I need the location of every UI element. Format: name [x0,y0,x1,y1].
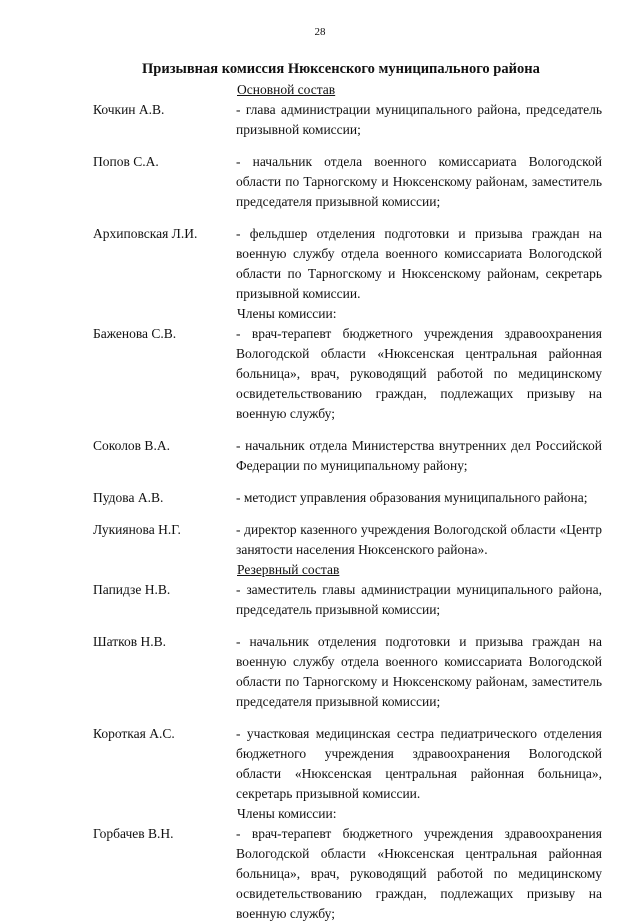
member-entry [0,152,640,212]
member-entry [0,224,640,304]
member-entry [0,324,640,424]
member-entry [0,436,640,476]
member-entry [0,632,640,712]
member-description: - начальник отделения подготовки и призыва граждан на военную службу отдела военного комиссариата Вологодской области по Тарногскому и Нюксенскому районам, заместитель председателя призывной комиссии; [236,634,602,709]
member-description: - начальник отдела военного комиссариата Вологодской области по Тарногскому и Нюксенскому районам, заместитель председателя призывной комиссии; [236,154,602,209]
member-name: Короткая А.С. [93,726,175,741]
reserve-leaders-list [0,580,640,804]
section-header-reserve: Резервный состав [237,562,340,577]
member-name: Архиповская Л.И. [93,226,198,241]
member-description: - директор казенного учреждения Вологодской области «Центр занятости населения Нюксенского района». [236,522,602,557]
document-title: Призывная комиссия Нюксенского муниципального района [142,61,540,77]
member-entry [0,580,640,620]
member-description: - участковая медицинская сестра педиатрического отделения бюджетного учреждения здравоохранения Вологодской области «Нюксенская центральная районная больница», секретарь призывной комиссии. [236,726,602,801]
member-name: Лукиянова Н.Г. [93,522,181,537]
member-name: Кочкин А.В. [93,102,165,117]
member-entry [0,824,640,924]
main-members-list [0,324,640,560]
member-entry [0,488,640,508]
member-description: - врач-терапевт бюджетного учреждения здравоохранения Вологодской области «Нюксенская центральная районная больница», врач, руководящий работой по медицинскому освидетельствованию граждан, подлежащих призыву на военную службу; [236,826,602,921]
member-name: Пудова А.В. [93,490,164,505]
reserve-members-list [0,824,640,924]
member-description: - фельдшер отделения подготовки и призыва граждан на военную службу отдела военного комиссариата Вологодской области по Тарногскому и Нюксенскому районам, секретарь призывной комиссии. [236,226,602,301]
member-name: Баженова С.В. [93,326,177,341]
member-description: - начальник отдела Министерства внутренних дел Российской Федерации по муниципальному району; [236,438,602,473]
member-description: - заместитель главы администрации муниципального района, председатель призывной комиссии; [236,582,602,617]
member-name: Горбачев В.Н. [93,826,174,841]
member-name: Соколов В.А. [93,438,170,453]
page-number: 28 [314,26,326,38]
commission-roster [0,80,640,924]
member-name: Папидзе Н.В. [93,582,171,597]
section-header-main-members: Члены комиссии: [237,306,337,321]
member-entry [0,724,640,804]
member-name: Попов С.А. [93,154,159,169]
member-description: - врач-терапевт бюджетного учреждения здравоохранения Вологодской области «Нюксенская центральная районная больница», врач, руководящий работой по медицинскому освидетельствованию граждан, подлежащих призыву на военную службу; [236,326,602,421]
section-header-reserve-members: Члены комиссии: [237,806,337,821]
main-leaders-list [0,100,640,304]
member-name: Шатков Н.В. [93,634,167,649]
member-description: - методист управления образования муниципального района; [236,490,588,505]
member-entry [0,100,640,140]
member-entry [0,520,640,560]
member-description: - глава администрации муниципального района, председатель призывной комиссии; [236,102,602,137]
section-header-main: Основной состав [237,82,336,97]
